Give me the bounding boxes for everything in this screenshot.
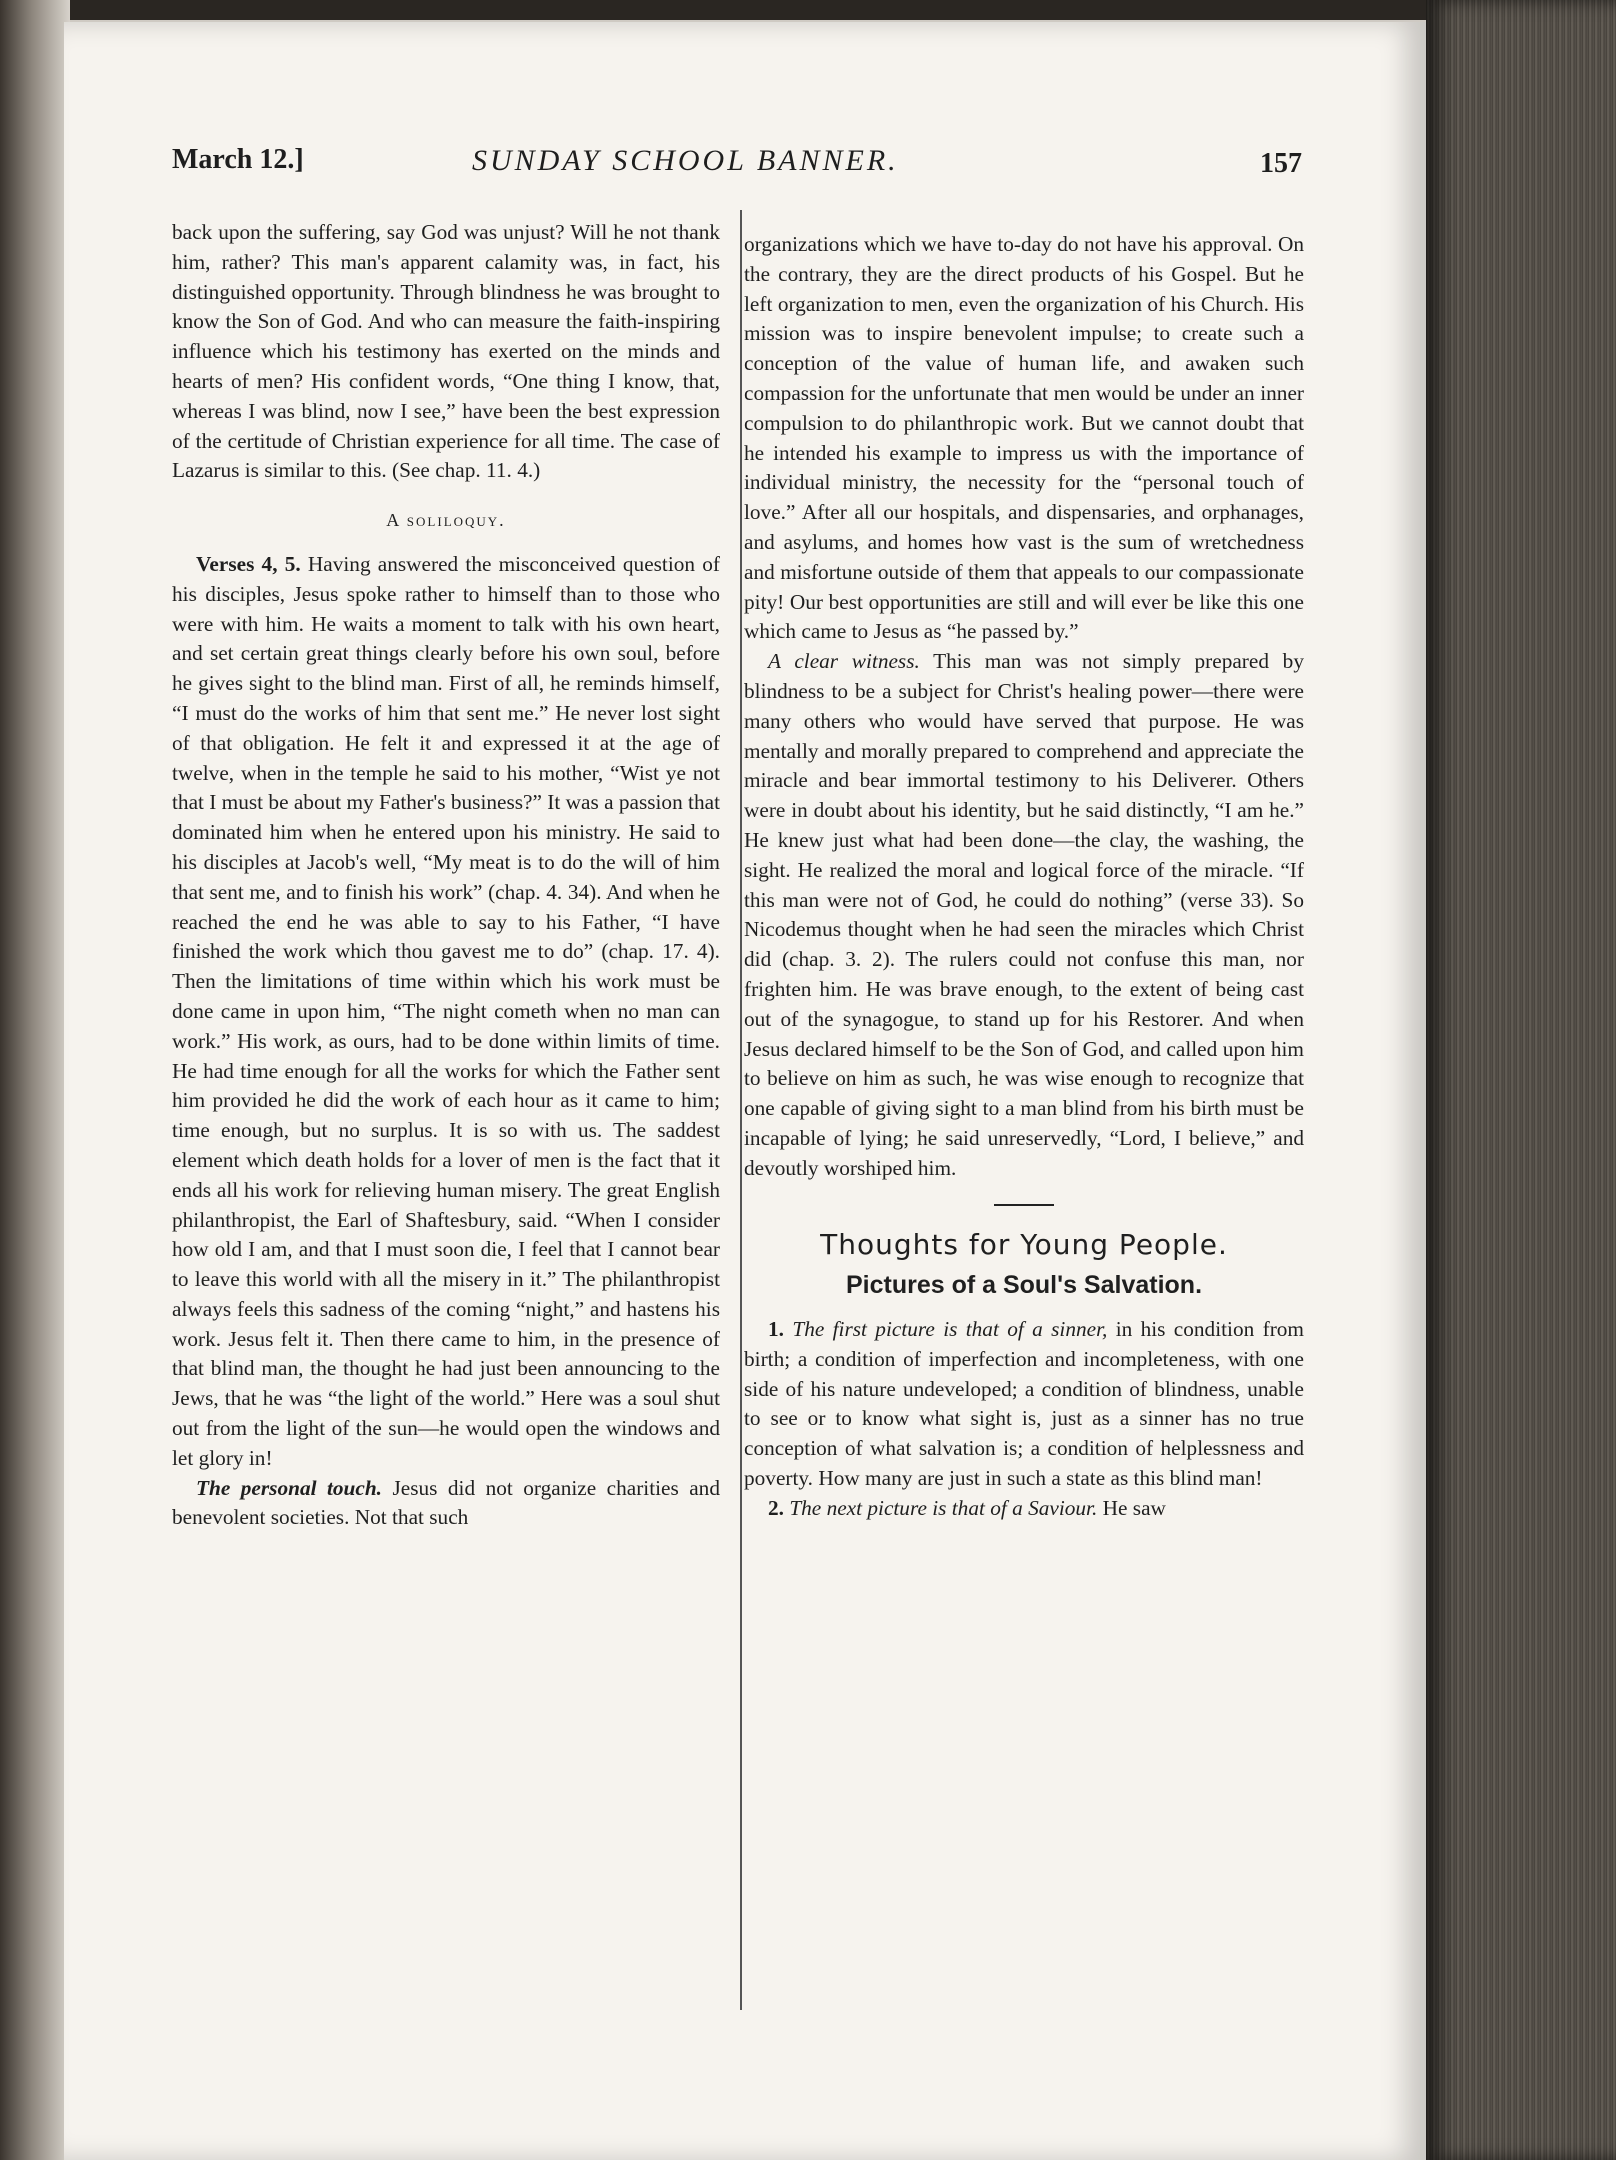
right-column	[744, 230, 1304, 1524]
left-column	[172, 218, 720, 1533]
paragraph	[172, 1474, 720, 1534]
column-divider	[740, 210, 742, 2010]
section-title: Thoughts for Young People.	[820, 1227, 1228, 1261]
paragraph	[172, 550, 720, 1474]
book-gutter	[0, 0, 70, 2160]
page-number: 157	[1260, 148, 1302, 179]
item-text: in his condition from birth; a condition of imperfection and incompleteness, with one side of his nature undeveloped; a condition of blindness, unable to see or to know what sight is, just as a sinner has no true conception of what salvation is; a condition of helplessness and poverty. How many are just in such a state as this blind man!	[744, 1317, 1304, 1491]
item-text: He saw	[1097, 1495, 1166, 1520]
paragraph-lead: The personal touch.	[196, 1475, 382, 1500]
book-page-edges	[1426, 0, 1616, 2160]
verse-reference: Verses 4, 5.	[196, 551, 301, 576]
item-number: 1.	[768, 1317, 784, 1342]
item-lead: The first picture is that of a sinner,	[792, 1317, 1108, 1342]
section-separator	[994, 1204, 1054, 1206]
paragraph-text: This man was not simply prepared by blindness to be a subject for Christ's healing power—there were many others who would have served that purpose. He was mentally and morally prepared to comprehend and appreciate the miracle and bear immortal testimony to his Deliverer. Others were in doubt about his identity, but he said distinctly, “I am he.” He knew just what had been done—the clay, the washing, the sight. He realized the moral and logical force of the miracle. “If this man were not of God, he could do nothing” (verse 33). So Nicodemus thought when he had seen the miracles which Christ did (chap. 3. 2). The rulers could not confuse this man, nor frighten him. He was brave enough, to the extent of being cast out of the synagogue, to stand up for his Restorer. And when Jesus declared himself to be the Son of God, and called upon him to believe on him as such, he was wise enough to recognize that one capable of giving sight to a man blind from his birth must be incapable of lying; he said unreservedly, “Lord, I believe,” and devoutly worshiped him.	[744, 649, 1304, 1180]
running-header	[172, 144, 1302, 192]
paragraph	[744, 647, 1304, 1183]
header-date: March 12.]	[172, 144, 304, 175]
item-number: 2.	[768, 1495, 784, 1520]
subheading-soliloquy: A soliloquy.	[386, 510, 506, 531]
paragraph: organizations which we have to-day do not have his approval. On the contrary, they are the direct products of his Gospel. But he left organization to men, even the organization of his Church. His mission was to inspire benevolent impulse; to create such a conception of the value of human life, and awaken such compassion for the unfortunate that men would be under an inner compulsion to do philanthropic work. But we cannot doubt that he intended his example to impress us with the importance of individual ministry, the necessity for the “personal touch of love.” After all our hospitals, and dispensaries, and orphanages, and asylums, and homes how vast is the sum of wretchedness and misfortune outside of them that appeals to our compassionate pity! Our best opportunities are still and will ever be like this one which came to Jesus as “he passed by.”	[744, 232, 1304, 644]
paragraph: back upon the suffering, say God was unjust? Will he not thank him, rather? This man's apparent calamity was, in fact, his distinguished opportunity. Through blindness he was brought to know the Son of God. And who can measure the faith-inspiring influence which his testimony has exerted on the minds and hearts of men? His confident words, “One thing I know, that, whereas I was blind, now I see,” have been the best expression of the certitude of Christian experience for all time. The case of Lazarus is similar to this. (See chap. 11. 4.)	[172, 220, 720, 483]
list-item	[744, 1494, 1304, 1524]
scan-top-edge	[0, 0, 1616, 20]
paragraph-text: Having answered the misconceived question of his disciples, Jesus spoke rather to himself than to those who were with him. He waits a moment to talk with his own heart, and set certain great things clearly before his own soul, before he gives sight to the blind man. First of all, he reminds himself, “I must do the works of him that sent me.” He never lost sight of that obligation. He felt it and expressed it at the age of twelve, when in the temple he said to his mother, “Wist ye not that I must be about my Father's business?” It was a passion that dominated him when he entered upon his ministry. He said to his disciples at Jacob's well, “My meat is to do the will of him that sent me, and to finish his work” (chap. 4. 34). And when he reached the end he was able to say to his Father, “I have finished the work which thou gavest me to do” (chap. 17. 4). Then the limitations of time within which his work must be done came in upon him, “The night cometh when no man can work.” His work, as ours, had to be done within limits of time. He had time enough for all the works for which the Father sent him provided he did the work of each hour as it came to him; time enough, but no surplus. It is so with us. The saddest element which death holds for a lover of men is the fact that it ends all his work for relieving human misery. The great English philanthropist, the Earl of Shaftesbury, said. “When I consider how old I am, and that I must soon die, I feel that I cannot bear to leave this world with all the misery in it.” The philanthropist always feels this sadness of the coming “night,” and hastens his work. Jesus felt it. Then there came to him, in the presence of that blind man, the thought he had just been announcing to the Jews, that he was “the light of the world.” Here was a soul shut out from the light of the sun—he would open the windows and let glory in!	[172, 551, 721, 1470]
section-subtitle: Pictures of a Soul's Salvation.	[845, 1271, 1203, 1300]
paragraph-lead: A clear witness.	[768, 649, 920, 674]
header-title: SUNDAY SCHOOL BANNER.	[472, 144, 899, 177]
list-item	[744, 1315, 1304, 1494]
paragraph-text: Jesus did not organize charities and benevolent societies. Not that such	[172, 1475, 720, 1530]
item-lead: The next picture is that of a Saviour.	[789, 1495, 1098, 1520]
